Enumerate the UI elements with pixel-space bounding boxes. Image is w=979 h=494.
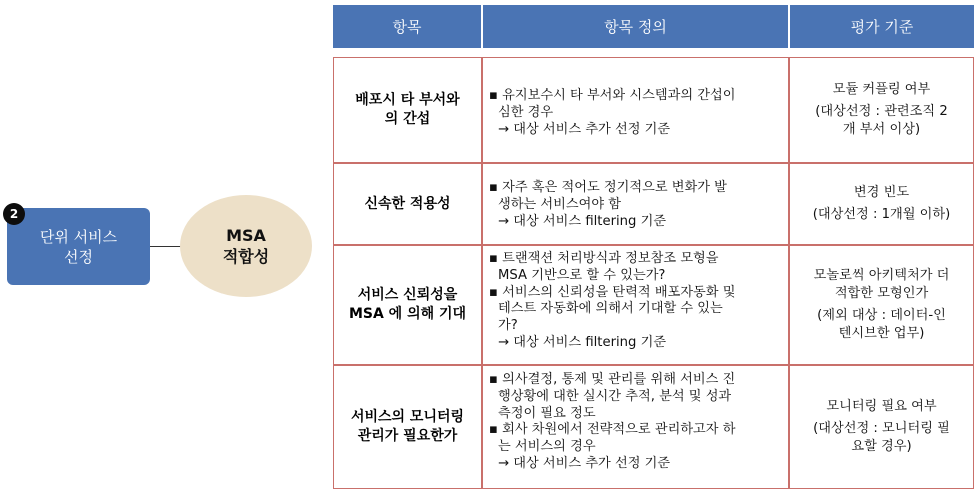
row-1-title [333,57,482,163]
row-3-definition [482,245,789,365]
definition-line: 측정이 필요 정도 [498,405,596,421]
definition-line: 가? [498,318,518,334]
definition-line: → 대상 서비스 추가 선정 기준 [498,455,671,471]
row-3-title [333,245,482,365]
criteria-line: 변경 빈도 [853,185,910,200]
definition-line: 는 서비스의 경우 [498,439,596,455]
criteria-line: 요할 경우) [851,439,912,454]
row-4-title-line: 관리가 필요한가 [357,428,458,444]
row-4-title-line: 서비스의 모니터링 [350,409,465,425]
header-criteria: 평가 기준 [790,5,974,48]
connector-line [150,246,182,247]
criteria-line: 모듈 커플링 여부 [832,82,931,97]
msa-circle-line1: MSA [226,226,266,245]
definition-line: ▪ 자주 혹은 적어도 정기적으로 변화가 발 [489,180,727,195]
row-2-title [333,163,482,245]
criteria-line: 개 부서 이상) [842,122,921,137]
row-3-title-line: MSA 에 의해 기대 [348,306,467,322]
definition-line: 심한 경우 [498,104,554,120]
header-definition: 항목 정의 [483,5,788,48]
definition-line: MSA 기반으로 할 수 있는가? [498,267,666,283]
row-1-criteria [789,57,974,163]
criteria-line: 텐시브한 업무) [838,326,925,341]
definition-line: ▪ 서비스의 신뢰성을 탄력적 배포자동화 및 [489,284,736,300]
row-1-definition [482,57,789,163]
row-2-definition [482,163,789,245]
definition-line: ▪ 회사 차원에서 전략적으로 관리하고자 하 [489,422,736,438]
definition-line: ▪ 트랜잭션 처리방식과 정보참조 모형을 [489,251,719,266]
msa-suitability-circle [180,195,312,297]
row-2-criteria [789,163,974,245]
header-item: 항목 [333,5,481,48]
row-4-title [333,365,482,489]
criteria-line: (대상선정 : 1개월 이하) [812,207,951,222]
criteria-line: 모놀로씩 아키텍처가 더 [813,268,950,283]
definition-line: → 대상 서비스 추가 선정 기준 [498,121,671,137]
definition-line: ▪ 의사결정, 통제 및 관리를 위해 서비스 진 [489,372,736,387]
step-box-unit-service-selection [7,208,150,285]
step-box-line1: 단위 서비스 [39,227,118,246]
criteria-line: (대상선정 : 모니터링 필 [813,421,950,436]
row-4-criteria [789,365,974,489]
step-number-badge: 2 [3,203,25,225]
msa-circle-line2: 적합성 [222,247,270,266]
definition-line: 행상황에 대한 실시간 추적, 분석 및 성과 [498,388,732,404]
step-box-line2: 선정 [64,247,93,266]
definition-line: 테스트 자동화에 의해서 기대할 수 있는 [498,301,723,317]
definition-line: 생하는 서비스여야 함 [498,196,622,212]
row-1-title-line: 의 간섭 [384,111,431,127]
criteria-line: (제외 대상 : 데이터-인 [817,308,946,323]
criteria-line: 적합한 모형인가 [834,286,929,301]
criteria-line: (대상선정 : 관련조직 2 [815,104,948,119]
definition-line: → 대상 서비스 filtering 기준 [498,213,667,229]
row-3-title-line: 서비스 신뢰성을 [357,287,458,303]
row-2-title-line: 신속한 적용성 [364,195,451,212]
definition-line: ▪ 유지보수시 타 부서와 시스템과의 간섭이 [489,88,736,103]
row-4-definition [482,365,789,489]
row-1-title-line: 배포시 타 부서와 [355,92,460,108]
row-3-criteria [789,245,974,365]
definition-line: → 대상 서비스 filtering 기준 [498,334,667,350]
criteria-line: 모니터링 필요 여부 [826,399,937,414]
